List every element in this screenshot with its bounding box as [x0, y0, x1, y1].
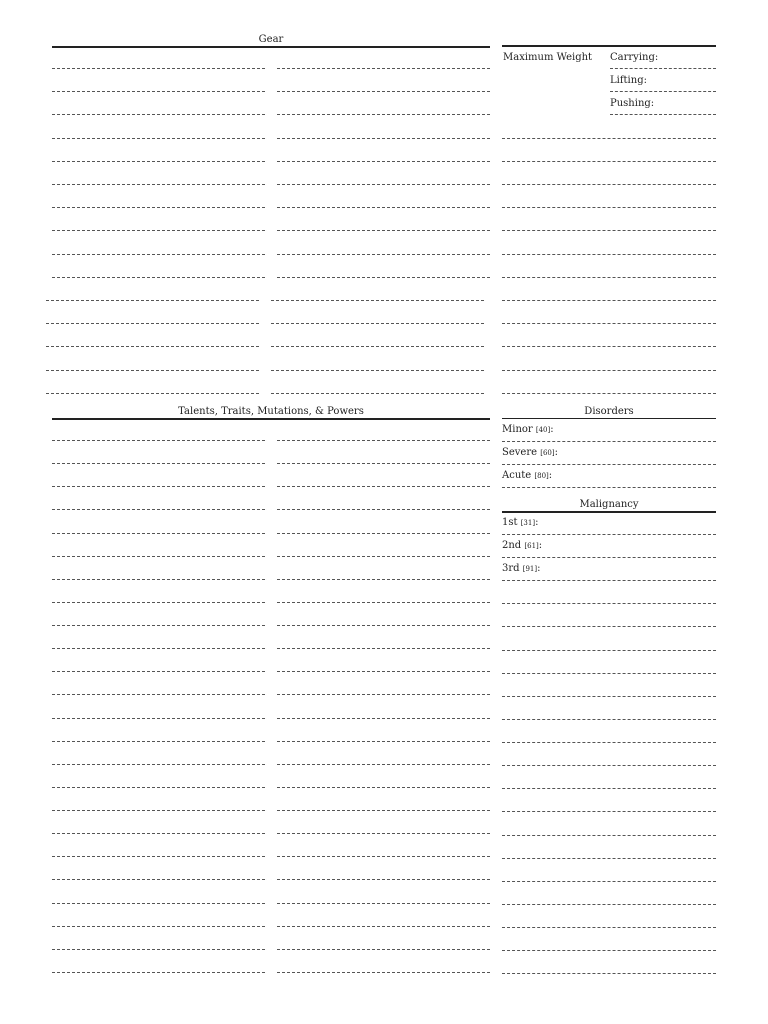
talents-line-right[interactable] — [277, 810, 490, 811]
gear-line-left[interactable] — [46, 346, 259, 347]
talents-line-left[interactable] — [52, 856, 265, 857]
talents-header — [52, 406, 490, 420]
disorder-acute-label: Acute [80]: — [502, 470, 553, 481]
gear-line-right[interactable] — [277, 254, 490, 255]
pushing-label: Pushing: — [610, 98, 655, 109]
gear-notes-line[interactable] — [502, 161, 716, 162]
malignancy-line[interactable] — [502, 557, 716, 558]
weight-top-rule — [502, 45, 716, 47]
talents-line-left[interactable] — [52, 926, 265, 927]
gear-line-right[interactable] — [271, 393, 484, 394]
malignancy-notes-line[interactable] — [502, 742, 716, 743]
talents-line-left[interactable] — [52, 764, 265, 765]
talents-line-left[interactable] — [52, 787, 265, 788]
gear-notes-line[interactable] — [502, 393, 716, 394]
carrying-label: Carrying: — [610, 52, 659, 63]
talents-line-right[interactable] — [277, 718, 490, 719]
talents-line-right[interactable] — [277, 856, 490, 857]
malignancy-notes-line[interactable] — [502, 603, 716, 604]
talents-line-right[interactable] — [277, 879, 490, 880]
gear-notes-line[interactable] — [502, 300, 716, 301]
talents-line-right[interactable] — [277, 556, 490, 557]
gear-line-left[interactable] — [46, 323, 259, 324]
gear-line-left[interactable] — [52, 277, 265, 278]
weight-value-line[interactable] — [610, 114, 716, 115]
malignancy-notes-line[interactable] — [502, 904, 716, 905]
talents-line-left[interactable] — [52, 602, 265, 603]
malignancy-notes-line[interactable] — [502, 973, 716, 974]
talents-line-right[interactable] — [277, 463, 490, 464]
gear-notes-line[interactable] — [502, 346, 716, 347]
malignancy-notes-line[interactable] — [502, 881, 716, 882]
gear-title: Gear — [258, 34, 284, 45]
talents-line-right[interactable] — [277, 625, 490, 626]
gear-line-left[interactable] — [52, 184, 265, 185]
malignancy-notes-line[interactable] — [502, 719, 716, 720]
malignancy-notes-line[interactable] — [502, 765, 716, 766]
talents-line-right[interactable] — [277, 949, 490, 950]
gear-line-right[interactable] — [277, 207, 490, 208]
malignancy-third-threshold: [91] — [522, 565, 538, 573]
malignancy-notes-line[interactable] — [502, 673, 716, 674]
disorder-line[interactable] — [502, 464, 716, 465]
talents-line-left[interactable] — [52, 972, 265, 973]
talents-line-left[interactable] — [52, 579, 265, 580]
talents-line-right[interactable] — [277, 926, 490, 927]
talents-line-right[interactable] — [277, 833, 490, 834]
malignancy-notes-line[interactable] — [502, 835, 716, 836]
disorder-minor-threshold: [40] — [535, 426, 551, 434]
talents-line-right[interactable] — [277, 533, 490, 534]
disorder-severe-threshold: [60] — [540, 449, 555, 457]
malignancy-notes-line[interactable] — [502, 650, 716, 651]
gear-line-right[interactable] — [271, 300, 484, 301]
gear-line-right[interactable] — [277, 68, 490, 69]
gear-line-left[interactable] — [46, 393, 259, 394]
talents-line-left[interactable] — [52, 718, 265, 719]
gear-line-right[interactable] — [277, 114, 490, 115]
talents-line-left[interactable] — [52, 509, 265, 510]
talents-line-left[interactable] — [52, 694, 265, 695]
talents-line-left[interactable] — [52, 810, 265, 811]
disorder-line[interactable] — [502, 441, 716, 442]
gear-notes-line[interactable] — [502, 277, 716, 278]
disorder-severe-label: Severe [60]: — [502, 447, 558, 458]
disorder-line[interactable] — [502, 487, 716, 488]
malignancy-first-label: 1st [31]: — [502, 517, 539, 528]
gear-line-left[interactable] — [52, 230, 265, 231]
talents-line-right[interactable] — [277, 903, 490, 904]
malignancy-notes-line[interactable] — [502, 811, 716, 812]
talents-line-left[interactable] — [52, 903, 265, 904]
disorders-title: Disorders — [584, 406, 634, 417]
gear-line-left[interactable] — [52, 91, 265, 92]
gear-line-left[interactable] — [52, 254, 265, 255]
gear-notes-line[interactable] — [502, 230, 716, 231]
gear-line-left[interactable] — [52, 68, 265, 69]
gear-line-right[interactable] — [271, 323, 484, 324]
talents-line-right[interactable] — [277, 440, 490, 441]
gear-line-left[interactable] — [46, 370, 259, 371]
talents-line-right[interactable] — [277, 741, 490, 742]
gear-line-right[interactable] — [277, 91, 490, 92]
malignancy-notes-line[interactable] — [502, 696, 716, 697]
malignancy-header — [502, 499, 716, 513]
disorder-acute-threshold: [80] — [534, 472, 549, 480]
malignancy-notes-line[interactable] — [502, 950, 716, 951]
talents-line-right[interactable] — [277, 579, 490, 580]
gear-line-right[interactable] — [271, 346, 484, 347]
malignancy-notes-line[interactable] — [502, 626, 716, 627]
gear-line-right[interactable] — [271, 370, 484, 371]
weight-value-line[interactable] — [610, 91, 716, 92]
gear-line-left[interactable] — [52, 207, 265, 208]
malignancy-line[interactable] — [502, 580, 716, 581]
talents-line-right[interactable] — [277, 648, 490, 649]
talents-line-right[interactable] — [277, 972, 490, 973]
gear-line-left[interactable] — [46, 300, 259, 301]
talents-line-left[interactable] — [52, 625, 265, 626]
talents-title: Talents, Traits, Mutations, & Powers — [178, 406, 364, 417]
malignancy-line[interactable] — [502, 534, 716, 535]
talents-line-left[interactable] — [52, 833, 265, 834]
malignancy-notes-line[interactable] — [502, 788, 716, 789]
gear-line-right[interactable] — [277, 161, 490, 162]
talents-line-right[interactable] — [277, 694, 490, 695]
talents-line-left[interactable] — [52, 533, 265, 534]
gear-header — [52, 34, 490, 48]
talents-line-left[interactable] — [52, 741, 265, 742]
talents-line-left[interactable] — [52, 879, 265, 880]
malignancy-title: Malignancy — [579, 499, 639, 510]
malignancy-first-threshold: [31] — [520, 519, 536, 527]
disorder-minor-label: Minor [40]: — [502, 424, 554, 435]
talents-line-right[interactable] — [277, 671, 490, 672]
malignancy-second-threshold: [61] — [524, 542, 539, 550]
gear-line-right[interactable] — [277, 277, 490, 278]
talents-line-left[interactable] — [52, 648, 265, 649]
gear-notes-line[interactable] — [502, 323, 716, 324]
talents-line-left[interactable] — [52, 949, 265, 950]
talents-line-right[interactable] — [277, 602, 490, 603]
talents-line-right[interactable] — [277, 764, 490, 765]
talents-line-right[interactable] — [277, 509, 490, 510]
gear-notes-line[interactable] — [502, 370, 716, 371]
malignancy-third-label: 3rd [91]: — [502, 563, 541, 574]
gear-line-left[interactable] — [52, 161, 265, 162]
talents-line-left[interactable] — [52, 486, 265, 487]
gear-line-left[interactable] — [52, 114, 265, 115]
lifting-label: Lifting: — [610, 75, 647, 86]
gear-line-left[interactable] — [52, 138, 265, 139]
gear-line-right[interactable] — [277, 138, 490, 139]
malignancy-notes-line[interactable] — [502, 927, 716, 928]
talents-line-left[interactable] — [52, 671, 265, 672]
malignancy-notes-line[interactable] — [502, 858, 716, 859]
gear-line-right[interactable] — [277, 184, 490, 185]
talents-line-left[interactable] — [52, 556, 265, 557]
gear-notes-line[interactable] — [502, 207, 716, 208]
gear-notes-line[interactable] — [502, 138, 716, 139]
gear-notes-line[interactable] — [502, 254, 716, 255]
talents-line-right[interactable] — [277, 787, 490, 788]
talents-line-right[interactable] — [277, 486, 490, 487]
gear-notes-line[interactable] — [502, 184, 716, 185]
talents-line-left[interactable] — [52, 440, 265, 441]
malignancy-second-label: 2nd [61]: — [502, 540, 543, 551]
max-weight-label: Maximum Weight — [503, 52, 593, 63]
weight-value-line[interactable] — [610, 68, 716, 69]
talents-line-left[interactable] — [52, 463, 265, 464]
disorders-header — [502, 406, 716, 419]
gear-line-right[interactable] — [277, 230, 490, 231]
